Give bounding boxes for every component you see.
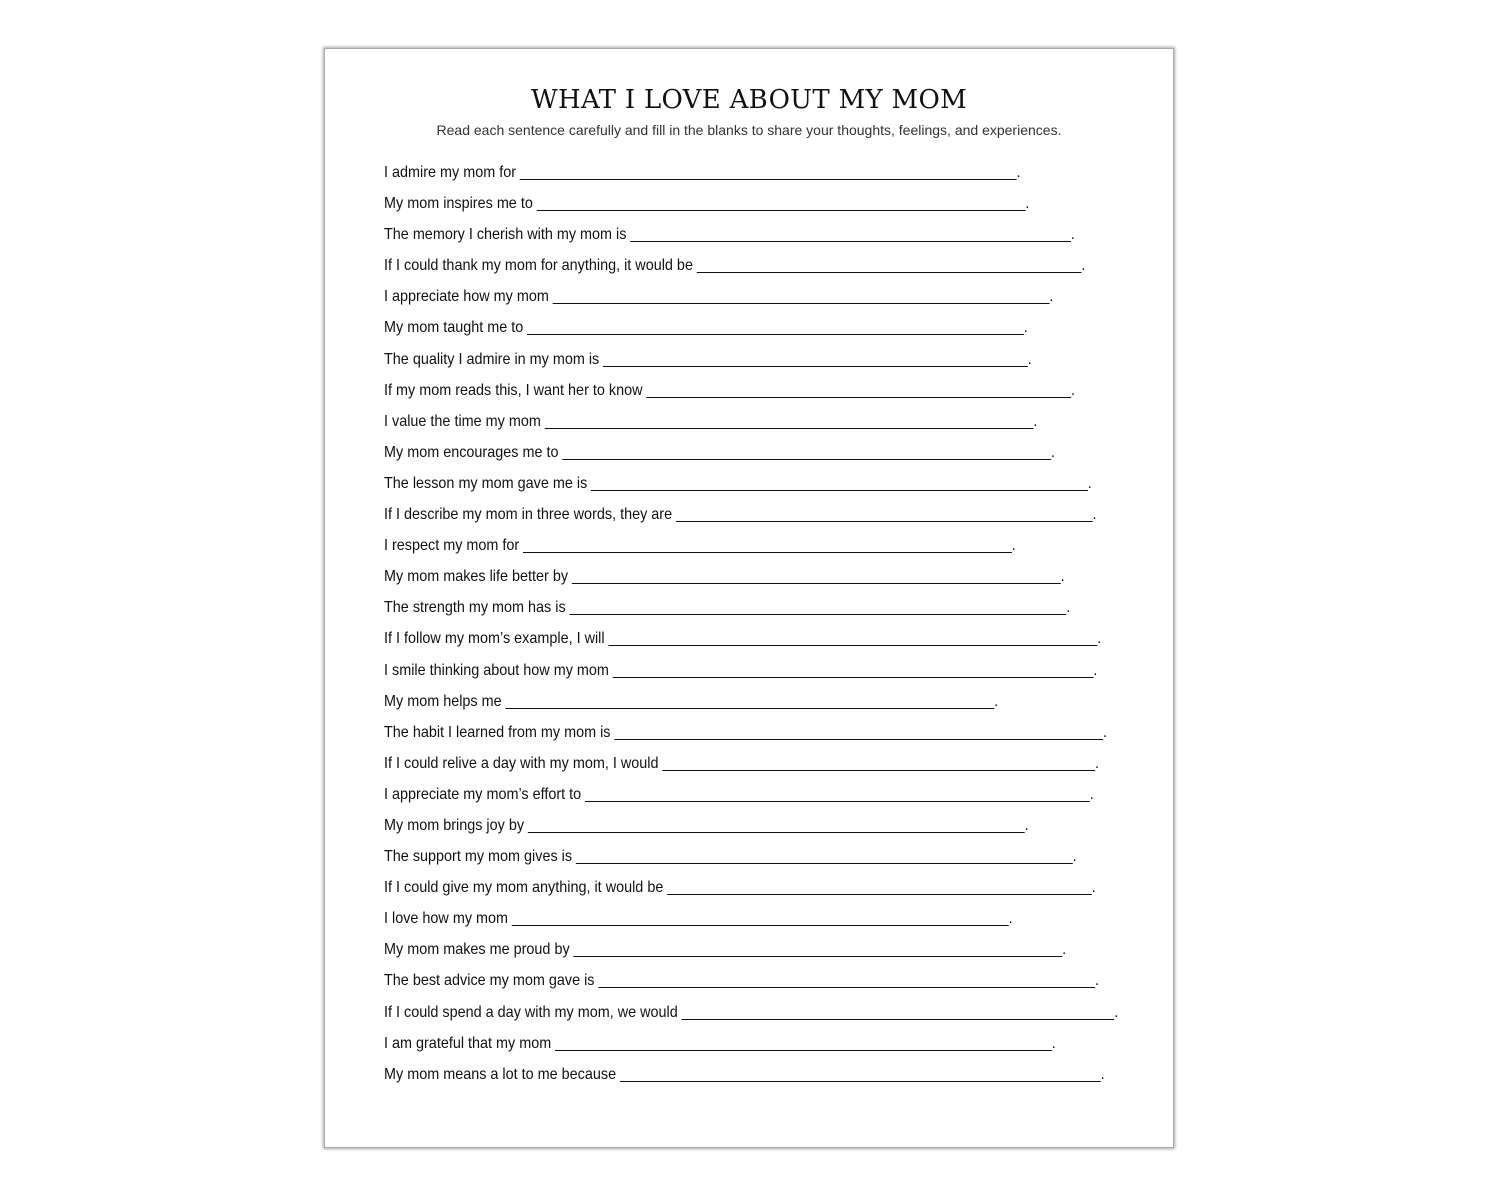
prompt-line[interactable] (384, 1028, 1056, 1059)
prompt-text: I smile thinking about how my mom ____________________________________________________________. (384, 661, 1098, 679)
prompt-text: I admire my mom for ______________________________________________________________. (384, 164, 1021, 181)
prompt-line[interactable] (384, 872, 1096, 903)
prompt-text: I appreciate my mom’s effort to _______________________________________________________________. (384, 785, 1094, 803)
prompt-line[interactable] (384, 250, 1086, 281)
prompt-line[interactable] (384, 375, 1075, 406)
prompt-text: The lesson my mom gave me is ______________________________________________________________. (384, 474, 1092, 492)
prompt-text: If I follow my mom’s example, I will _____________________________________________________________. (384, 630, 1102, 648)
prompt-line[interactable] (384, 219, 1075, 250)
worksheet-instructions: Read each sentence carefully and fill in the blanks to share your thoughts, feelings, and experiences. (436, 122, 1062, 138)
prompt-line[interactable] (384, 344, 1050, 375)
prompt-line[interactable] (384, 934, 1067, 965)
prompt-text: My mom helps me _____________________________________________________________. (384, 692, 999, 710)
prompt-text: The memory I cherish with my mom is _______________________________________________________. (384, 226, 1075, 244)
prompt-text: If I could relive a day with my mom, I would ______________________________________________________. (384, 754, 1099, 772)
prompt-line[interactable] (384, 499, 1097, 530)
prompt-line[interactable] (384, 157, 1050, 188)
prompt-text: The quality I admire in my mom is _____________________________________________________. (384, 350, 1032, 368)
prompt-list (384, 157, 1124, 1090)
prompt-text: The support my mom gives is ______________________________________________________________. (384, 848, 1077, 866)
worksheet-title: WHAT I LOVE ABOUT MY MOM (530, 85, 968, 115)
prompt-line[interactable] (384, 779, 1094, 810)
prompt-text: If my mom reads this, I want her to know _____________________________________________________. (384, 381, 1075, 399)
prompt-text: My mom means a lot to me because ____________________________________________________________. (384, 1065, 1105, 1083)
prompt-text: I love how my mom ______________________________________________________________. (384, 910, 1013, 928)
prompt-line[interactable] (384, 655, 1098, 686)
prompt-text: I value the time my mom _____________________________________________________________. (384, 412, 1038, 430)
prompt-text: If I describe my mom in three words, they are ____________________________________________________. (384, 506, 1097, 524)
prompt-line[interactable] (384, 312, 1050, 343)
prompt-line[interactable] (384, 281, 1054, 312)
prompt-line[interactable] (384, 561, 1065, 592)
prompt-line[interactable] (384, 437, 1055, 468)
prompt-text: My mom encourages me to _____________________________________________________________. (384, 443, 1055, 461)
prompt-line[interactable] (384, 530, 1050, 561)
prompt-line[interactable] (384, 965, 1100, 996)
prompt-text: My mom inspires me to _____________________________________________________________. (384, 195, 1030, 213)
prompt-text: My mom brings joy by ______________________________________________________________. (384, 816, 1029, 834)
prompt-line[interactable] (384, 748, 1099, 779)
prompt-text: If I could spend a day with my mom, we would ______________________________________________________. (384, 1003, 1119, 1021)
prompt-line[interactable] (384, 841, 1077, 872)
prompt-line[interactable] (384, 997, 1119, 1028)
prompt-text: The habit I learned from my mom is _____________________________________________________________. (384, 723, 1108, 741)
prompt-line[interactable] (384, 406, 1050, 437)
prompt-line[interactable] (384, 717, 1108, 748)
prompt-text: I am grateful that my mom ______________________________________________________________. (384, 1034, 1056, 1052)
prompt-line[interactable] (384, 810, 1050, 841)
prompt-text: I appreciate how my mom ______________________________________________________________. (384, 288, 1054, 306)
prompt-text: I respect my mom for _____________________________________________________________. (384, 537, 1016, 555)
prompt-text: My mom makes life better by _____________________________________________________________. (384, 568, 1065, 586)
prompt-line[interactable] (384, 686, 1050, 717)
prompt-text: My mom makes me proud by _____________________________________________________________. (384, 941, 1067, 959)
prompt-text: The best advice my mom gave is ______________________________________________________________. (384, 972, 1100, 990)
prompt-line[interactable] (384, 623, 1102, 654)
prompt-text: If I could thank my mom for anything, it would be ________________________________________________. (384, 257, 1086, 275)
prompt-line[interactable] (384, 188, 1050, 219)
prompt-line[interactable] (384, 592, 1071, 623)
prompt-text: If I could give my mom anything, it would be _____________________________________________________. (384, 879, 1096, 897)
prompt-text: My mom taught me to ______________________________________________________________. (384, 319, 1028, 337)
prompt-line[interactable] (384, 468, 1092, 499)
worksheet-page (324, 48, 1174, 1148)
prompt-line[interactable] (384, 903, 1050, 934)
prompt-text: The strength my mom has is ______________________________________________________________. (384, 599, 1071, 617)
prompt-line[interactable] (384, 1059, 1105, 1090)
